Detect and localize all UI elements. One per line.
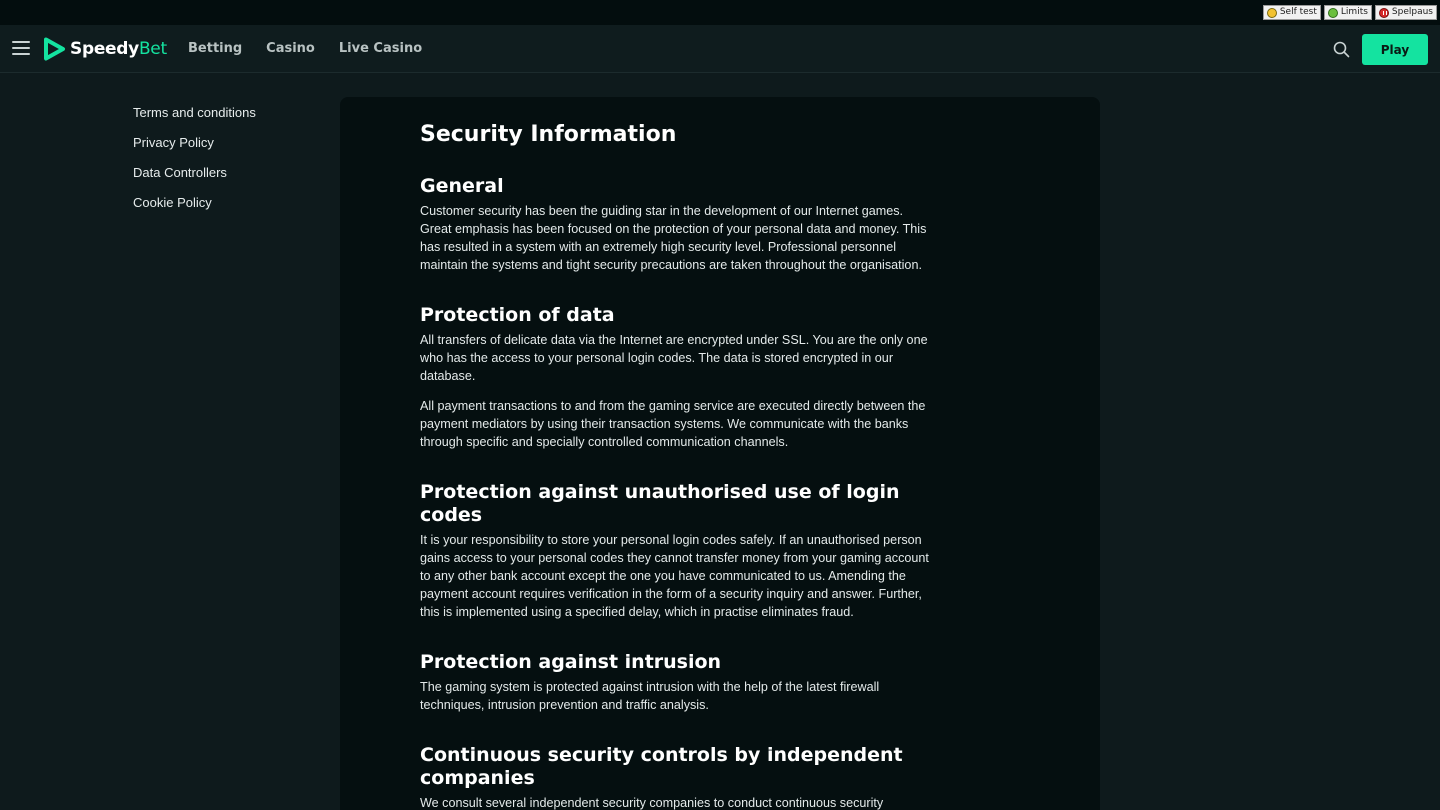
section-paragraph: Customer security has been the guiding star in the development of our Internet games. Great emphasis has been focused on the protection of your personal data and money. This has resulted in a system with an extremely high security level. Professional personnel maintain the systems and tight security precautions are taken throughout the organisation. xyxy=(420,204,927,272)
content-card xyxy=(340,97,1100,810)
play-button[interactable]: Play xyxy=(1362,34,1428,65)
nav-live-casino[interactable]: Live Casino xyxy=(338,41,423,56)
section-paragraph: It is your responsibility to store your personal login codes safely. If an unauthorised person gains access to your personal codes they cannot transfer money from your gaming account to any other bank account except the one you have communicated to us. Amending the payment account requires verification in the form of a security inquiry and answer. Further, this is implemented using a specified delay, which in practise eliminates fraud. xyxy=(420,533,929,619)
section-heading-protection-of-data: Protection of data xyxy=(420,304,615,326)
section-heading-login-codes: Protection against unauthorised use of login codes xyxy=(420,481,900,526)
page-title: Security Information xyxy=(420,122,677,147)
section-paragraph: All payment transactions to and from the gaming service are executed directly between the payment mediators by using their transaction systems. We communicate with the banks through specific and specially controlled communication channels. xyxy=(420,399,926,449)
responsible-gaming-strip xyxy=(0,0,1440,25)
section-paragraph: We consult several independent security companies to conduct continuous security xyxy=(420,796,884,810)
spelpaus-badge[interactable] xyxy=(1375,5,1437,20)
nav-betting[interactable]: Betting xyxy=(188,41,243,56)
security-article xyxy=(420,121,935,810)
section-heading-security-controls: Continuous security controls by independent companies xyxy=(420,744,903,789)
sidebar-item-cookie-policy[interactable]: Cookie Policy xyxy=(133,195,212,210)
nav-casino[interactable]: Casino xyxy=(266,41,315,56)
logo-text: SpeedyBet xyxy=(70,39,167,59)
self-test-label: Self test xyxy=(1279,7,1317,17)
sidebar-item-data-controllers[interactable]: Data Controllers xyxy=(133,165,227,180)
pause-icon xyxy=(1379,8,1389,18)
self-test-icon xyxy=(1267,8,1277,18)
section-paragraph: The gaming system is protected against intrusion with the help of the latest firewall techniques, intrusion prevention and traffic analysis. xyxy=(420,680,880,712)
section-heading-general: General xyxy=(420,175,504,197)
responsible-gaming-badges xyxy=(1263,5,1437,20)
search-icon[interactable] xyxy=(1333,41,1350,58)
main-nav xyxy=(188,40,422,58)
section-paragraph: All transfers of delicate data via the Internet are encrypted under SSL. You are the only one who has the access to your personal login codes. The data is stored encrypted in our database. xyxy=(420,333,928,383)
sidebar-item-terms[interactable]: Terms and conditions xyxy=(133,105,256,120)
limits-icon xyxy=(1328,8,1338,18)
speedybet-logo[interactable] xyxy=(41,37,167,61)
hamburger-menu-icon[interactable] xyxy=(12,41,30,56)
self-test-badge[interactable] xyxy=(1263,5,1321,20)
limits-label: Limits xyxy=(1340,7,1368,17)
site-header xyxy=(0,25,1440,73)
legal-sidebar xyxy=(133,104,256,224)
sidebar-item-privacy[interactable]: Privacy Policy xyxy=(133,135,214,150)
section-heading-intrusion: Protection against intrusion xyxy=(420,651,722,673)
spelpaus-label: Spelpaus xyxy=(1391,7,1433,17)
play-logo-icon xyxy=(41,37,66,61)
limits-badge[interactable] xyxy=(1324,5,1372,20)
